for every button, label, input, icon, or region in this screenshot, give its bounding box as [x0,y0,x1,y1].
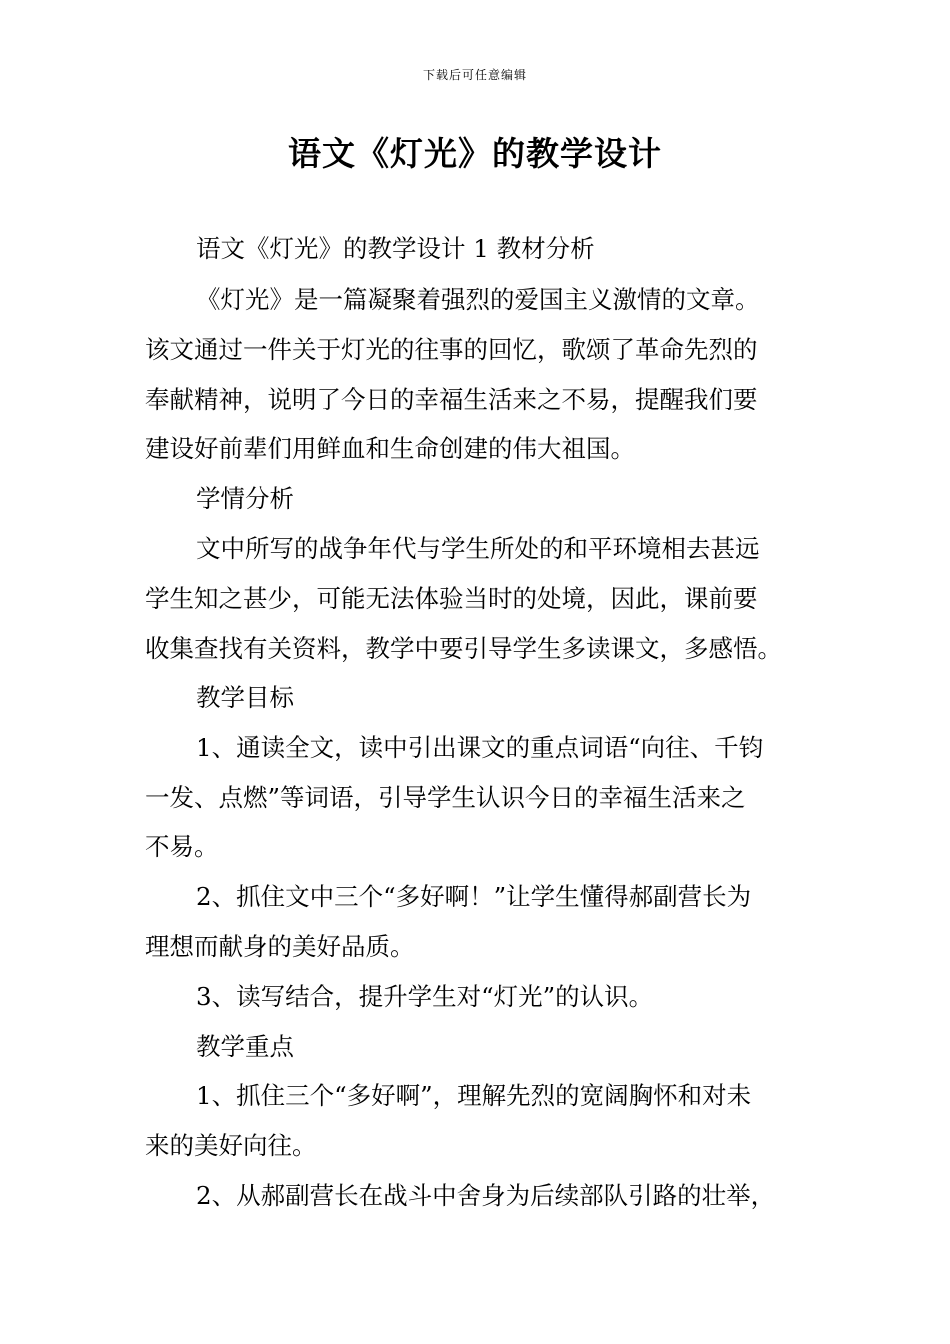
paragraph-line: 理想而献身的美好品质。 [145,932,415,961]
paragraph-line: 《灯光》是一篇凝聚着强烈的爱国主义激情的文章。 [196,285,760,314]
paragraph-line: 1、通读全文，读中引出课文的重点词语“向往、千钧 [196,733,764,762]
paragraph-line: 奉献精神，说明了今日的幸福生活来之不易，提醒我们要 [145,385,758,414]
section-heading-key-points: 教学重点 [196,1032,294,1061]
paragraph-line: 2、抓住文中三个“多好啊！”让学生懂得郝副营长为 [196,882,752,911]
paragraph-line: 收集查找有关资料，教学中要引导学生多读课文，多感悟。 [145,634,782,663]
section-heading-analysis: 语文《灯光》的教学设计 1 教材分析 [196,234,595,263]
paragraph-line: 学生知之甚少，可能无法体验当时的处境，因此，课前要 [145,584,758,613]
paragraph-line: 文中所写的战争年代与学生所处的和平环境相去甚远 [196,534,760,563]
paragraph-line: 来的美好向往。 [145,1131,317,1160]
section-heading-goals: 教学目标 [196,683,294,712]
paragraph-line: 1、抓住三个“多好啊”，理解先烈的宽阔胸怀和对未 [196,1081,752,1110]
paragraph-line: 建设好前辈们用鲜血和生命创建的伟大祖国。 [145,434,635,463]
paragraph-line: 该文通过一件关于灯光的往事的回忆，歌颂了革命先烈的 [145,335,758,364]
paragraph-line: 一发、点燃”等词语，引导学生认识今日的幸福生活来之 [145,783,746,812]
paragraph-line: 不易。 [145,832,219,861]
paragraph-line: 2、从郝副营长在战斗中舍身为后续部队引路的壮举， [196,1181,776,1210]
section-heading-student-analysis: 学情分析 [196,484,294,513]
document-title: 语文《灯光》的教学设计 [288,134,662,173]
paragraph-line: 3、读写结合，提升学生对“灯光”的认识。 [196,982,654,1011]
header-note: 下载后可任意编辑 [422,68,527,82]
